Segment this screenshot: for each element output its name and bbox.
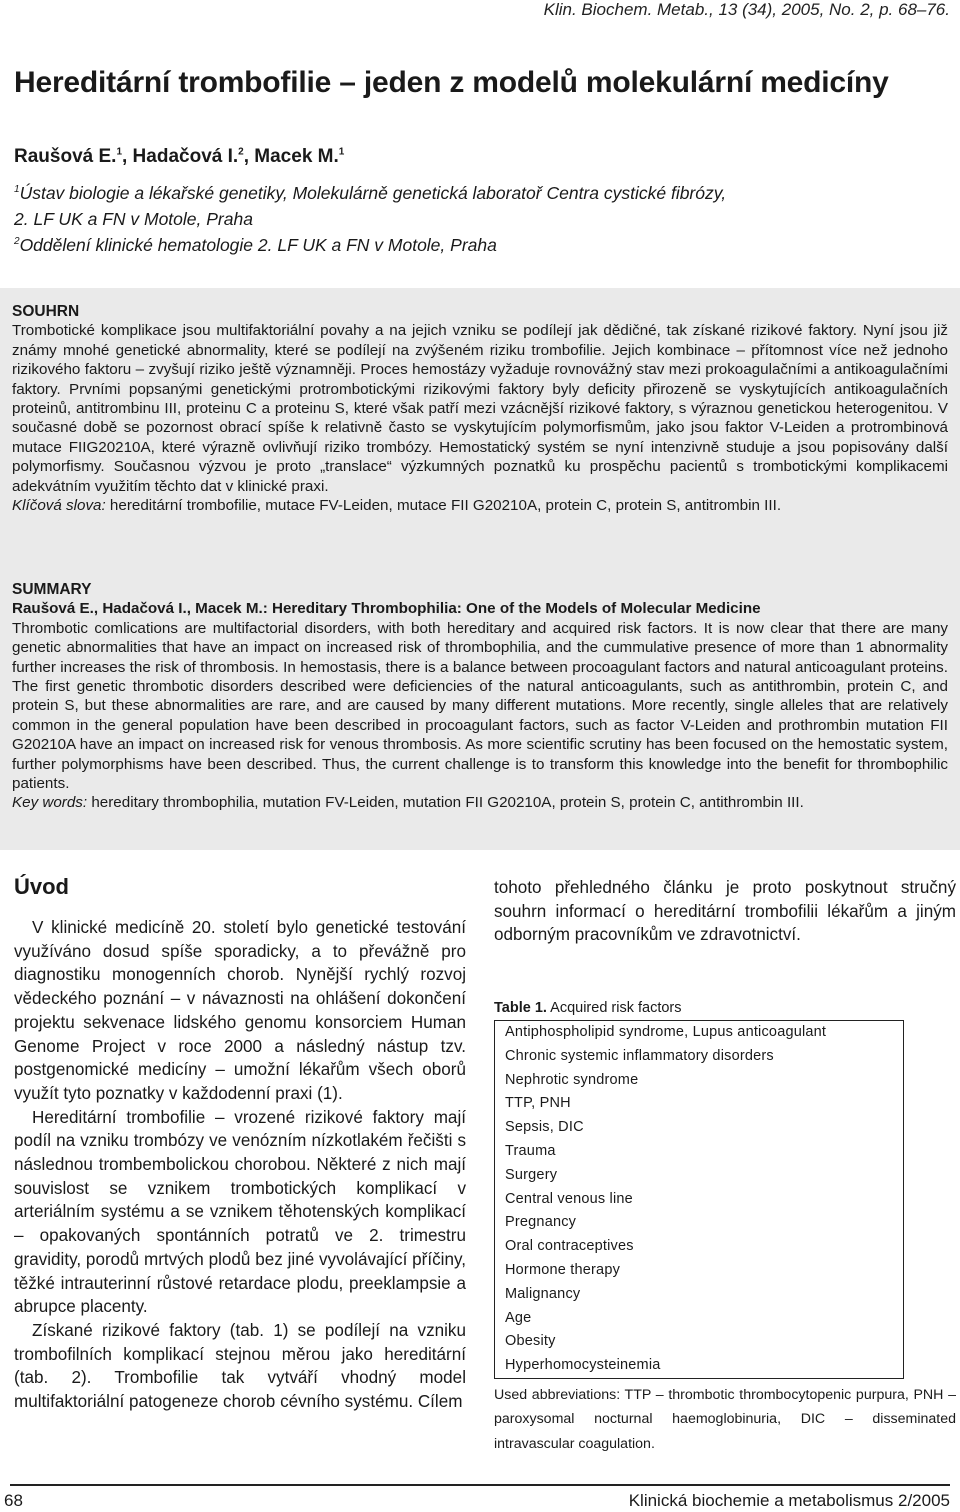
author-name: , Macek M.: [243, 146, 339, 167]
right-column: [494, 876, 956, 947]
souhrn-keywords: [12, 496, 948, 515]
table-caption: [494, 1000, 956, 1016]
table-row: Trauma: [505, 1142, 556, 1159]
table-row: Oral contraceptives: [505, 1238, 634, 1255]
table-row: Antiphospholipid syndrome, Lupus anticoagulant: [505, 1024, 827, 1040]
affiliation-2: [14, 232, 944, 258]
summary-text: Thrombotic comlications are multifactorial disorders, with both hereditary and acquired risk factors. It is now clear that there are many genetic abnormalities that have an impact on increased risk of thrombophilia, and the cummulative presence of more than 1 abnormality further increases the risk of thrombosis. In hemostasis, there is a balance between procoagulant factors and natural anticoagulant proteins. The first genetic thrombotic disorders described were deficiencies of the natural anticoagulants, such as antithrombin, protein C, and protein S, but these abnormalities are rare, and are caused by many different mutations. More recently, single alleles that are relatively common in the general population have been described in procoagulant factors, such as factor V-Leiden and prothrombin mutation FII G20210A have an impact on increased risk for venous thrombosis. As more scientific scrutiny has been focused on the hemostatic system, further polymorphisms have been described. Thus, the current challenge is to transform this knowledge into the benefit for thrombophilic patients.: [12, 619, 948, 793]
affiliation-1: [14, 180, 944, 232]
table-row: Hyperhomocysteinemia: [505, 1357, 661, 1374]
table-row: Central venous line: [505, 1190, 633, 1207]
affil-text: 2. LF UK a FN v Motole, Praha: [14, 209, 253, 229]
paragraph: Získané rizikové faktory (tab. 1) se podílejí na vzniku trombofilních komplikací stejnou měrou jako hereditární (tab. 2). Trombofilie tak vytváří vhodný model multifaktoriální patogeneze chorob cévního systému. Cílem: [14, 1320, 466, 1412]
affil-text: Ústav biologie a lékařské genetiky, Molekulárně genetická laboratoř Centra cystické fibrózy,: [19, 183, 727, 203]
risk-factor-list: [494, 1020, 904, 1379]
table-row: Age: [505, 1309, 532, 1326]
author-name: , Hadačová I.: [122, 146, 239, 167]
table-footnote: Used abbreviations: TTP – thrombotic thrombocytopenic purpura, PNH – paroxysomal nocturnal haemoglobinuria, DIC – disseminated intravascular coagulation.: [494, 1386, 956, 1452]
affil-text: Oddělení klinické hematologie 2. LF UK a FN v Motole, Praha: [19, 235, 497, 255]
table-label: Table 1.: [494, 1000, 547, 1016]
table-row: Nephrotic syndrome: [505, 1071, 639, 1088]
article-title: Hereditární trombofilie – jeden z modelů molekulární medicíny: [14, 66, 889, 99]
table-row: Malignancy: [505, 1285, 581, 1302]
summary-title-line: Raušová E., Hadačová I., Macek M.: Hereditary Thrombophilia: One of the Models of Molecular Medicine: [12, 600, 761, 618]
summary-heading: SUMMARY: [12, 581, 92, 598]
table-row: Surgery: [505, 1166, 558, 1183]
paragraph: tohoto přehledného článku je proto poskytnout stručný souhrn informací o hereditární trombofilii lékařům a jiným odborným pracovníkům ve zdravotnictví.: [494, 878, 956, 945]
affil-mark: 2: [14, 236, 20, 248]
table-row: Hormone therapy: [505, 1261, 621, 1278]
table-title: Acquired risk factors: [546, 1000, 682, 1016]
author-list: [14, 146, 344, 168]
footer-divider: [10, 1484, 950, 1486]
keywords-label: Key words:: [12, 794, 88, 812]
summary-block: [12, 580, 948, 813]
page-number: 68: [4, 1491, 23, 1510]
table-row: Chronic systemic inflammatory disorders: [505, 1047, 774, 1064]
footer-journal-name: Klinická biochemie a metabolismus 2/2005: [628, 1491, 950, 1510]
left-column: [14, 874, 466, 1414]
keywords-text: hereditary thrombophilia, mutation FV-Leiden, mutation FII G20210A, protein S, protein C, antithrombin III.: [87, 794, 804, 812]
table-row: Sepsis, DIC: [505, 1119, 584, 1136]
abstract-box: [0, 288, 960, 850]
section-heading-uvod: Úvod: [14, 874, 69, 899]
souhrn-heading: SOUHRN: [12, 303, 80, 320]
souhrn-block: [12, 302, 948, 515]
paragraph: V klinické medicíně 20. století bylo genetické testování využíváno dosud spíše sporadicky, a to převážně pro diagnostiku monogenních chorob. Nynější rychlý rozvoj vědeckého poznání – v návaznosti na ohlášení dokončení projektu sekvenace lidského genomu konsorciem Human Genome Project v roce 2000 a následný nástup tzv. postgenomické medicíny – umožní lékařům všech oborů využít tyto poznatky v každodenní praxi (1).: [14, 918, 466, 1103]
affil-mark: 1: [14, 184, 20, 196]
table-row: Obesity: [505, 1333, 556, 1350]
keywords-text: hereditární trombofilie, mutace FV-Leiden, mutace FII G20210A, protein C, protein S, antitrombin III.: [105, 497, 782, 515]
keywords-label: Klíčová slova:: [12, 497, 106, 515]
author-name: Raušová E.: [14, 146, 117, 167]
paragraph: Hereditární trombofilie – vrozené rizikové faktory mají podíl na vzniku trombózy ve venózním nízkotlakém řečišti s následnou trombembolickou chorobou. Některé z nich mají souvislost se vznikem trombotických komplikací v arteriálním systému a se vznikem těhotenských komplikací – opakovaných spontánních potratů ve 2. trimestru gravidity, porodů mrtvých plodů bez jiné vyvolávající příčiny, těžké intrauterinní růstové retardace plodu, preeklampsie a abrupce placenty.: [14, 1107, 466, 1317]
author-affil-mark: 1: [338, 146, 345, 158]
author-affil-mark: 2: [238, 146, 244, 158]
table-1: [494, 1000, 956, 1456]
table-row: Pregnancy: [505, 1214, 577, 1231]
table-row: TTP, PNH: [505, 1095, 571, 1112]
journal-reference: Klin. Biochem. Metab., 13 (34), 2005, No. 2, p. 68–76.: [543, 0, 950, 19]
author-affil-mark: 1: [116, 146, 122, 158]
souhrn-text: Trombotické komplikace jsou multifaktoriální povahy a na jejich vzniku se podílejí jak dědičné, tak získané rizikové faktory. Nyní jsou již známy mnohé genetické abnormality, které se podílejí na zvýšeném riziku trombofilie. Jejich kombinace – přítomnost více než jednoho rizikového faktoru – zvyšují riziko ještě významněji. Proces hemostázy vyžaduje rovnovážný stav mezi prokoagulačními a antikoagulačními faktory. Prvními popsanými genetickými protrombotickými rizikovými faktory byly deficity přirozeně se vyskytujících antikoagulačních proteinů, antitrombinu III, proteinu C a proteinu S, které však patří mezi vzácnější rizikové faktory, s výraznou genetickou heterogenitou. V současné době se pozornost obrací spíše k relativně často se vyskytujícím polymorfismům, jako jsou faktor V-Leiden a protrombinová mutace FIIG20210A, které výrazně ovlivňují riziko trombózy. Hemostatický systém se nyní intenzivně studuje a jsou popisovány další polymorfismy. Současnou výzvou je proto „translace“ výzkumných poznatků ku prospěchu pacientů s trombotickými komplikacemi adekvátním využitím těchto dat v klinické praxi.: [12, 322, 948, 495]
summary-keywords: [12, 793, 948, 812]
